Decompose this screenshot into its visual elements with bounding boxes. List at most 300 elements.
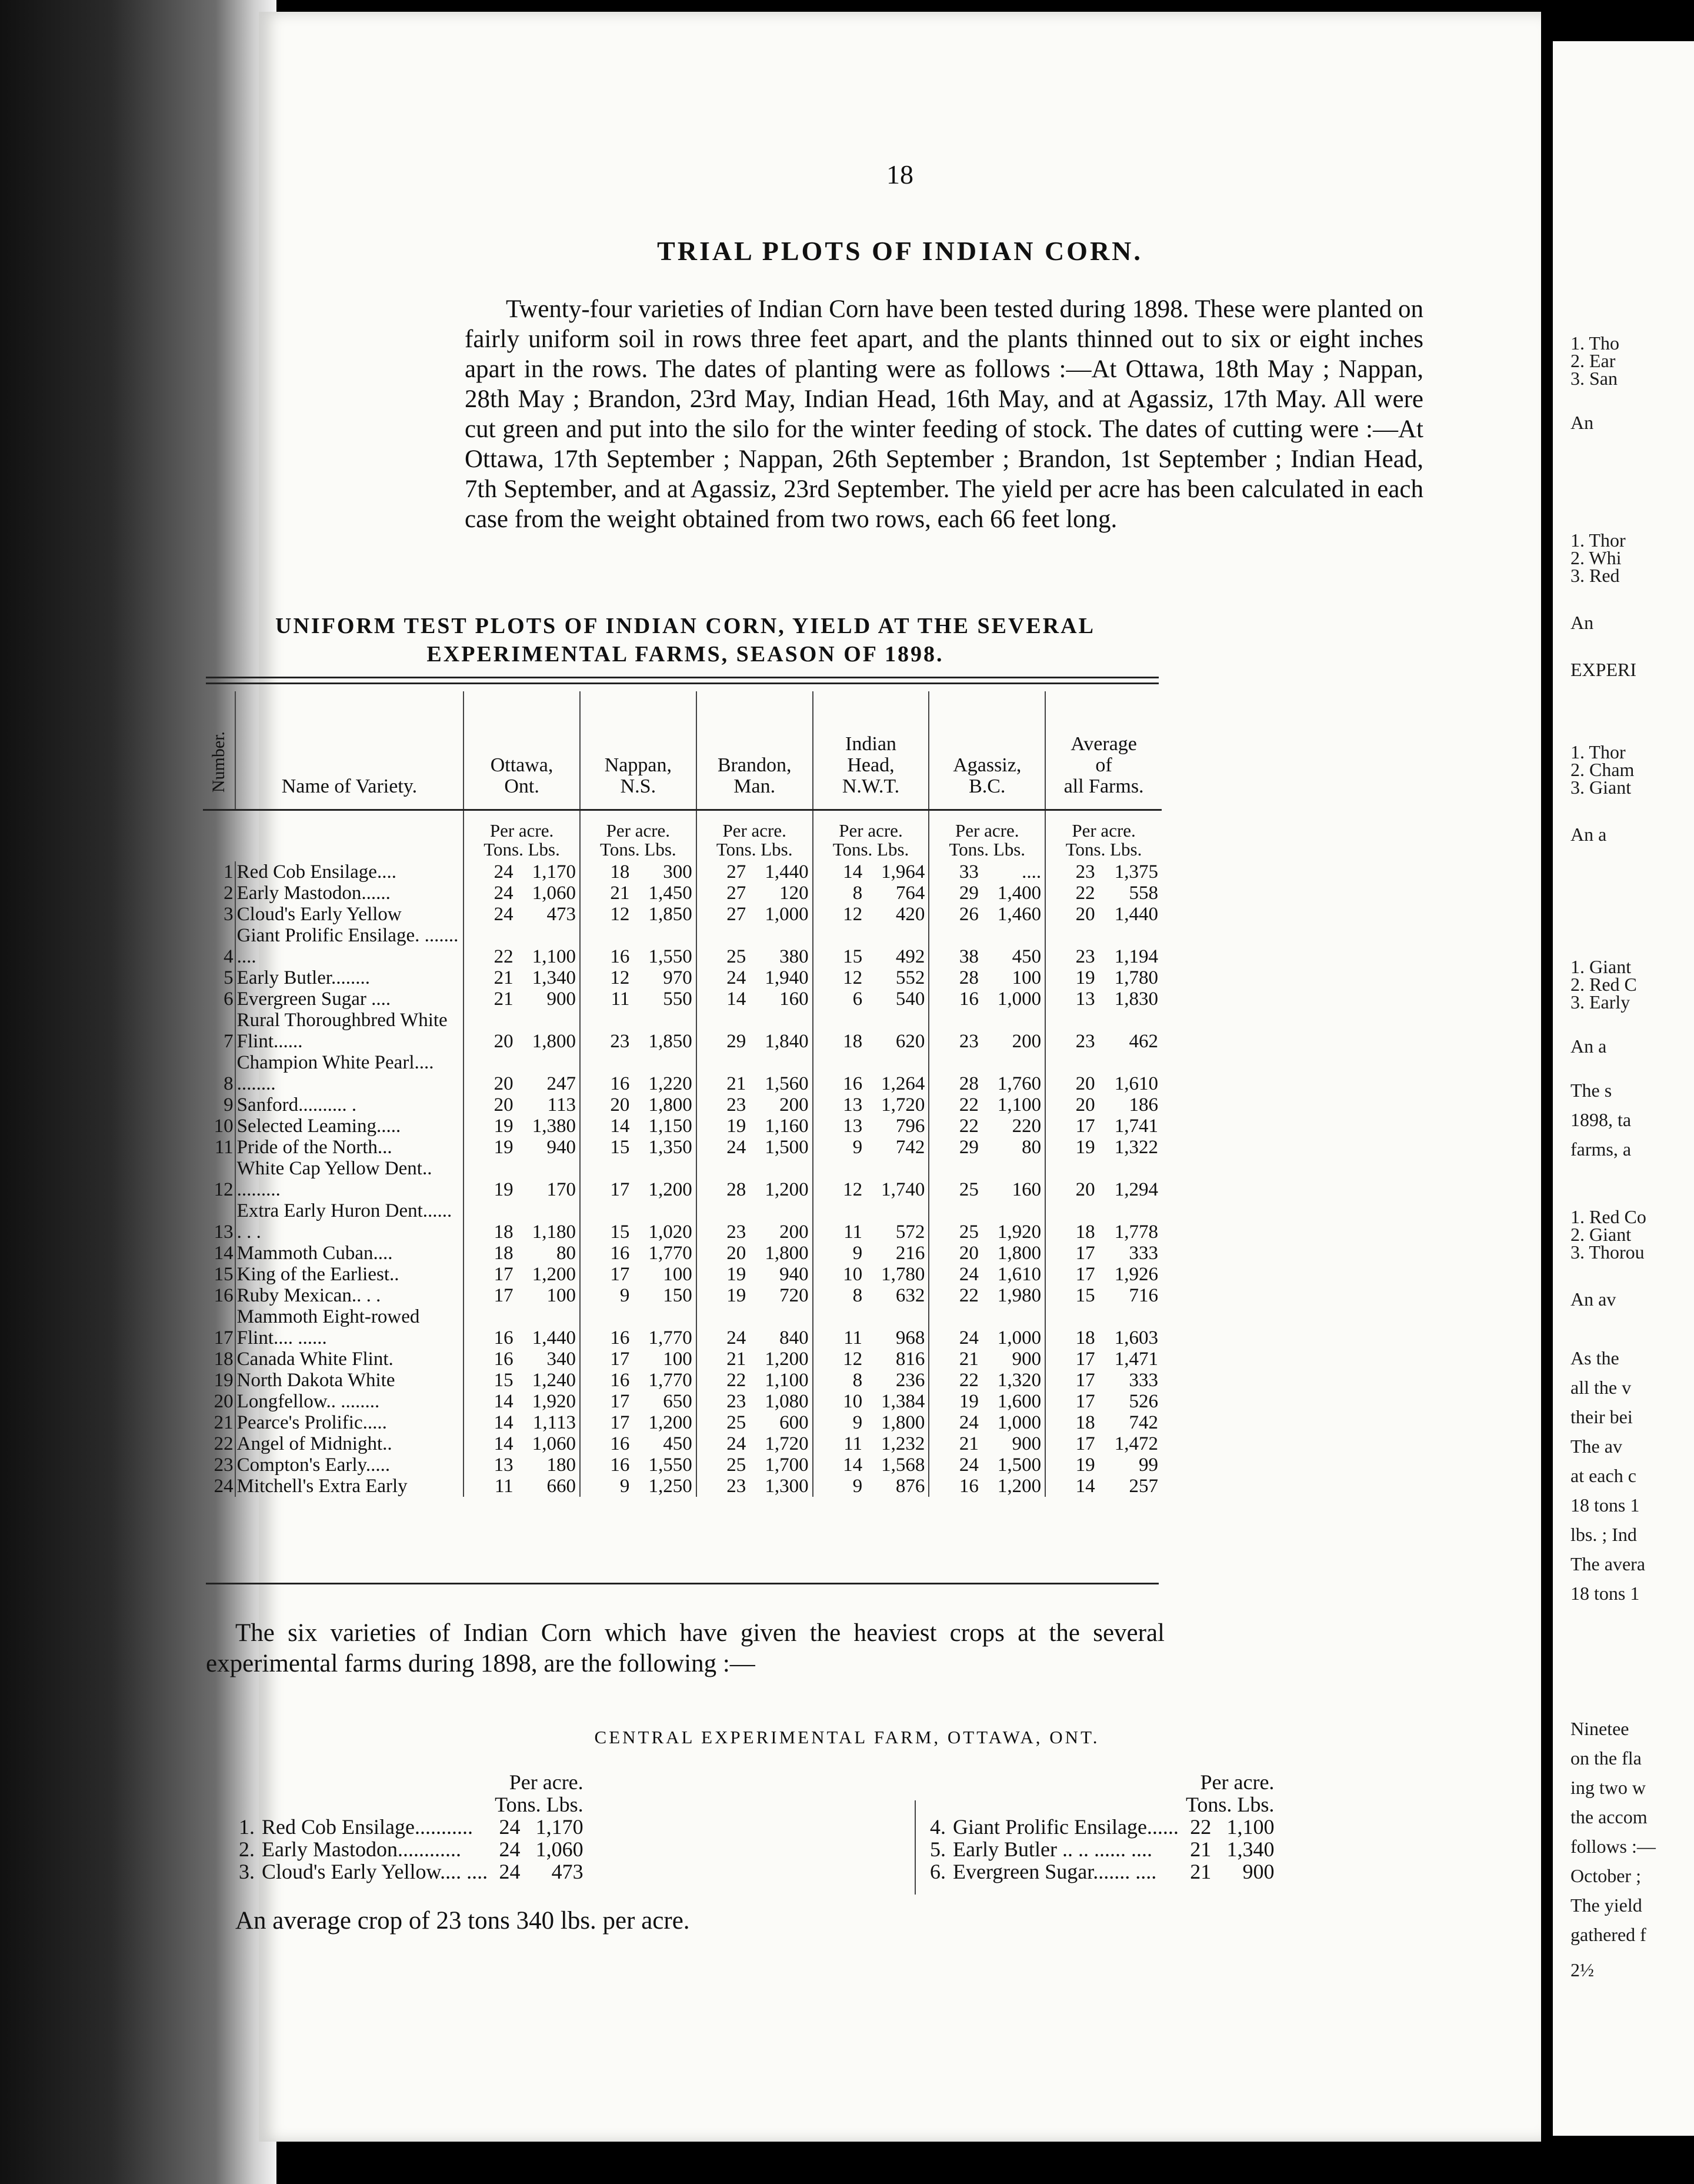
lbs-cell: 970 bbox=[663, 967, 692, 988]
tons-cell: 14 bbox=[463, 1391, 516, 1412]
table-row bbox=[203, 1285, 1162, 1306]
variety-name: Early Mastodon...... bbox=[235, 883, 464, 904]
lbs-cell: 632 bbox=[895, 1285, 925, 1306]
lbs-cell: 1,000 bbox=[997, 988, 1042, 1010]
lbs-cell: 450 bbox=[663, 1433, 692, 1454]
right-page-text: 1. Thor bbox=[1570, 530, 1626, 551]
row-number: 17 bbox=[214, 1327, 234, 1349]
list-item bbox=[235, 1838, 587, 1860]
lbs-cell: 1,450 bbox=[648, 883, 692, 904]
table-bottom-rule bbox=[206, 1583, 1159, 1584]
lbs-cell: 1,500 bbox=[997, 1454, 1042, 1476]
tons-cell: 23 bbox=[1045, 861, 1098, 883]
row-number: 7 bbox=[224, 1031, 234, 1052]
right-page-text: farms, a bbox=[1570, 1138, 1632, 1160]
tons-cell: 26 bbox=[929, 904, 982, 925]
tons-cell: 14 bbox=[463, 1433, 516, 1454]
list-n: 1. bbox=[239, 1815, 255, 1839]
variety-name: Selected Leaming..... bbox=[235, 1116, 464, 1137]
tons-cell: 23 bbox=[1045, 925, 1098, 967]
tons-cell: 19 bbox=[1045, 1454, 1098, 1476]
right-page-text: An a bbox=[1570, 824, 1607, 845]
lbs-cell: 1,760 bbox=[997, 1073, 1042, 1094]
tons-cell: 17 bbox=[1045, 1349, 1098, 1370]
tons-cell: 12 bbox=[813, 1349, 866, 1370]
tons-cell: 22 bbox=[929, 1285, 982, 1306]
row-number: 11 bbox=[214, 1137, 234, 1158]
unit-per-acre: Per acre. bbox=[722, 820, 786, 841]
table-row bbox=[203, 1412, 1162, 1433]
lbs-cell: 1,000 bbox=[997, 1327, 1042, 1349]
lbs-cell: 1,100 bbox=[997, 1094, 1042, 1116]
right-page-text: 3. Early bbox=[1570, 991, 1630, 1013]
name-header: Name of Variety. bbox=[235, 691, 464, 810]
right-page-text: The yield bbox=[1570, 1895, 1642, 1916]
tons-cell: 13 bbox=[1045, 988, 1098, 1010]
lbs-cell: 1,264 bbox=[881, 1073, 925, 1094]
unit-tons-lbs: Tons. Lbs. bbox=[1065, 839, 1142, 860]
tons-cell: 23 bbox=[696, 1094, 750, 1116]
tons-cell: 28 bbox=[929, 1052, 982, 1094]
tons-cell: 15 bbox=[463, 1370, 516, 1391]
list-header-units: Tons. Lbs. bbox=[1185, 1793, 1275, 1816]
list-n: 4. bbox=[930, 1815, 946, 1839]
lbs-cell: 1,194 bbox=[1114, 946, 1158, 967]
right-page-text: 1898, ta bbox=[1570, 1109, 1632, 1130]
variety-name: Sanford.......... . bbox=[235, 1094, 464, 1116]
tons-cell: 19 bbox=[463, 1158, 516, 1200]
tons-cell: 17 bbox=[463, 1264, 516, 1285]
lbs-cell: 816 bbox=[895, 1349, 925, 1370]
tons-cell: 19 bbox=[1045, 1137, 1098, 1158]
tons-cell: 13 bbox=[813, 1116, 866, 1137]
table-row bbox=[203, 1370, 1162, 1391]
right-page-text: 18 tons 1 bbox=[1570, 1583, 1640, 1604]
lbs-cell: 1,568 bbox=[881, 1454, 925, 1476]
tons-cell: 19 bbox=[1045, 967, 1098, 988]
row-number: 16 bbox=[214, 1285, 234, 1306]
tons-cell: 23 bbox=[580, 1010, 633, 1052]
lbs-cell: 1,200 bbox=[648, 1179, 692, 1200]
lbs-cell: 1,200 bbox=[997, 1476, 1042, 1497]
lbs-cell: 940 bbox=[779, 1264, 809, 1285]
tons-cell: 15 bbox=[1045, 1285, 1098, 1306]
tons-cell: 9 bbox=[813, 1412, 866, 1433]
lbs-cell: 558 bbox=[1129, 883, 1158, 904]
tons-cell: 25 bbox=[696, 1412, 750, 1433]
tons-cell: 16 bbox=[463, 1349, 516, 1370]
table-title-line1: UNIFORM TEST PLOTS OF INDIAN CORN, YIELD AT THE SEVERAL bbox=[275, 614, 1095, 638]
tons-cell: 17 bbox=[580, 1264, 633, 1285]
tons-cell: 21 bbox=[696, 1349, 750, 1370]
tons-cell: 27 bbox=[696, 904, 750, 925]
tons-cell: 24 bbox=[696, 1137, 750, 1158]
tons-cell: 16 bbox=[580, 1243, 633, 1264]
list-tons: 24 bbox=[499, 1837, 521, 1861]
lbs-cell: 1,740 bbox=[881, 1179, 925, 1200]
lbs-cell: 1,800 bbox=[997, 1243, 1042, 1264]
list-lbs: 1,340 bbox=[1226, 1837, 1275, 1861]
tons-cell: 22 bbox=[929, 1094, 982, 1116]
lbs-cell: 462 bbox=[1129, 1031, 1158, 1052]
tons-cell: 22 bbox=[696, 1370, 750, 1391]
unit-per-acre: Per acre. bbox=[839, 820, 903, 841]
tons-cell: 15 bbox=[580, 1137, 633, 1158]
tons-cell: 20 bbox=[1045, 1094, 1098, 1116]
lbs-cell: 620 bbox=[895, 1031, 925, 1052]
table-row bbox=[203, 1349, 1162, 1370]
lbs-cell: 1,770 bbox=[648, 1327, 692, 1349]
tons-cell: 27 bbox=[696, 861, 750, 883]
intro-paragraph: Twenty-four varieties of Indian Corn have been tested during 1898. These were planted on fairly uniform soil in rows three feet apart, and the plants thinned out to six or eight inches apart in the rows. The dates of planting were as follows :—At Ottawa, 18th May ; Nappan, 28th May ; Brandon, 23rd May, Indian Head, 16th May, and at Agassiz, 17th May. All were cut green and put into the silo for the winter feeding of stock. The dates of cutting were :—At Ottawa, 17th September ; Nappan, 26th September ; Brandon, 1st September ; Indian Head, 7th September, and at Agassiz, 23rd September. The yield per acre has been calculated in each case from the weight obtained from two rows, each 66 feet long. bbox=[465, 295, 1423, 533]
lbs-cell: 1,780 bbox=[881, 1264, 925, 1285]
tons-cell: 20 bbox=[1045, 1158, 1098, 1200]
lbs-cell: 1,220 bbox=[648, 1073, 692, 1094]
table-row bbox=[203, 904, 1162, 925]
lbs-cell: 900 bbox=[546, 988, 576, 1010]
row-number: 10 bbox=[214, 1116, 234, 1137]
lbs-cell: 1,550 bbox=[648, 946, 692, 967]
lbs-cell: 1,240 bbox=[532, 1370, 576, 1391]
lbs-cell: 1,964 bbox=[881, 861, 925, 883]
lbs-cell: 1,800 bbox=[648, 1094, 692, 1116]
right-page-text: at each c bbox=[1570, 1465, 1636, 1486]
tons-cell: 19 bbox=[463, 1116, 516, 1137]
lbs-cell: 1,400 bbox=[997, 883, 1042, 904]
tons-cell: 27 bbox=[696, 883, 750, 904]
tons-cell: 21 bbox=[580, 883, 633, 904]
lbs-cell: 1,926 bbox=[1114, 1264, 1158, 1285]
list-tons: 24 bbox=[499, 1860, 521, 1883]
lbs-cell: 1,550 bbox=[648, 1454, 692, 1476]
row-number: 24 bbox=[214, 1476, 234, 1497]
tons-cell: 9 bbox=[580, 1285, 633, 1306]
right-page-text: 3. Giant bbox=[1570, 777, 1632, 798]
lbs-cell: 1,180 bbox=[532, 1221, 576, 1243]
lbs-cell: 420 bbox=[895, 904, 925, 925]
tons-cell: 9 bbox=[813, 1476, 866, 1497]
row-number: 6 bbox=[224, 988, 234, 1010]
farm-header-ottawa: Ottawa, Ont. bbox=[463, 691, 580, 810]
lbs-cell: 1,250 bbox=[648, 1476, 692, 1497]
tons-cell: 17 bbox=[1045, 1243, 1098, 1264]
list-tons: 21 bbox=[1190, 1837, 1212, 1861]
tons-cell: 24 bbox=[696, 1433, 750, 1454]
list-n: 3. bbox=[239, 1860, 255, 1883]
list-lbs: 1,060 bbox=[535, 1837, 583, 1861]
lbs-cell: 840 bbox=[779, 1327, 809, 1349]
tons-cell: 17 bbox=[463, 1285, 516, 1306]
tons-cell: 17 bbox=[1045, 1116, 1098, 1137]
tons-cell: 12 bbox=[813, 904, 866, 925]
table-title-line2: EXPERIMENTAL FARMS, SEASON OF 1898. bbox=[426, 642, 944, 667]
tons-cell: 9 bbox=[813, 1137, 866, 1158]
variety-name: Compton's Early..... bbox=[235, 1454, 464, 1476]
tons-cell: 24 bbox=[929, 1412, 982, 1433]
lbs-cell: 257 bbox=[1129, 1476, 1158, 1497]
list-tons: 24 bbox=[499, 1815, 521, 1839]
lbs-cell: 900 bbox=[1012, 1433, 1042, 1454]
lbs-cell: 180 bbox=[546, 1454, 576, 1476]
list-n: 2. bbox=[239, 1837, 255, 1861]
lbs-cell: 1,778 bbox=[1114, 1221, 1158, 1243]
unit-cell bbox=[463, 810, 580, 862]
tons-cell: 18 bbox=[813, 1010, 866, 1052]
table-row bbox=[203, 883, 1162, 904]
variety-name: Pearce's Prolific..... bbox=[235, 1412, 464, 1433]
lbs-cell: 940 bbox=[546, 1137, 576, 1158]
right-page-text: 3. San bbox=[1570, 368, 1618, 389]
lbs-cell: 1,300 bbox=[765, 1476, 809, 1497]
list-header-units: Tons. Lbs. bbox=[495, 1793, 583, 1816]
row-number: 12 bbox=[214, 1179, 234, 1200]
lbs-cell: 1,080 bbox=[765, 1391, 809, 1412]
tons-cell: 20 bbox=[580, 1094, 633, 1116]
list-item bbox=[926, 1838, 1278, 1860]
right-page-text: lbs. ; Ind bbox=[1570, 1524, 1637, 1545]
table-row bbox=[203, 1200, 1162, 1243]
lbs-cell: 1,100 bbox=[532, 946, 576, 967]
tons-cell: 20 bbox=[929, 1243, 982, 1264]
lbs-cell: 340 bbox=[546, 1349, 576, 1370]
lbs-cell: 120 bbox=[779, 883, 809, 904]
farm-header-indian-head: Indian Head, N.W.T. bbox=[813, 691, 929, 810]
list-tons: 22 bbox=[1190, 1815, 1212, 1839]
tons-cell: 14 bbox=[813, 861, 866, 883]
lbs-cell: 300 bbox=[663, 861, 692, 883]
tons-cell: 16 bbox=[580, 1306, 633, 1349]
tons-cell: 11 bbox=[813, 1306, 866, 1349]
unit-cell bbox=[929, 810, 1045, 862]
section-heading: CENTRAL EXPERIMENTAL FARM, OTTAWA, ONT. bbox=[594, 1727, 1100, 1747]
tons-cell: 16 bbox=[580, 1454, 633, 1476]
variety-name: Mammoth Cuban.... bbox=[235, 1243, 464, 1264]
tons-cell: 10 bbox=[813, 1264, 866, 1285]
lbs-cell: 764 bbox=[895, 883, 925, 904]
right-page-text: 2. Cham bbox=[1570, 759, 1635, 780]
tons-cell: 20 bbox=[1045, 1052, 1098, 1094]
lbs-cell: 526 bbox=[1129, 1391, 1158, 1412]
row-number: 2 bbox=[224, 883, 234, 904]
tons-cell: 6 bbox=[813, 988, 866, 1010]
farm-header-agassiz: Agassiz, B.C. bbox=[929, 691, 1045, 810]
page-title: TRIAL PLOTS OF INDIAN CORN. bbox=[657, 236, 1143, 266]
tons-cell: 24 bbox=[696, 967, 750, 988]
table-row bbox=[203, 1391, 1162, 1412]
table-row bbox=[203, 967, 1162, 988]
variety-name: Ruby Mexican.. . . bbox=[235, 1285, 464, 1306]
right-page-text: 2. Red C bbox=[1570, 974, 1637, 995]
lbs-cell: 333 bbox=[1129, 1243, 1158, 1264]
tons-cell: 18 bbox=[1045, 1306, 1098, 1349]
lbs-cell: 1,600 bbox=[997, 1391, 1042, 1412]
tons-cell: 21 bbox=[696, 1052, 750, 1094]
tons-cell: 23 bbox=[696, 1476, 750, 1497]
lbs-cell: 473 bbox=[546, 904, 576, 925]
lbs-cell: 1,440 bbox=[765, 861, 809, 883]
lbs-cell: 1,000 bbox=[997, 1412, 1042, 1433]
tons-cell: 23 bbox=[696, 1200, 750, 1243]
lbs-cell: 1,940 bbox=[765, 967, 809, 988]
tons-cell: 21 bbox=[463, 988, 516, 1010]
tons-cell: 24 bbox=[463, 883, 516, 904]
lbs-cell: 1,610 bbox=[997, 1264, 1042, 1285]
unit-tons-lbs: Tons. Lbs. bbox=[600, 839, 676, 860]
row-number: 3 bbox=[224, 904, 234, 925]
row-number: 9 bbox=[224, 1094, 234, 1116]
tons-cell: 14 bbox=[1045, 1476, 1098, 1497]
tons-cell: 25 bbox=[696, 1454, 750, 1476]
lbs-cell: 572 bbox=[895, 1221, 925, 1243]
tons-cell: 24 bbox=[463, 861, 516, 883]
farm-header-nappan: Nappan, N.S. bbox=[580, 691, 696, 810]
lbs-cell: 1,741 bbox=[1114, 1116, 1158, 1137]
tons-cell: 25 bbox=[696, 925, 750, 967]
right-page-text: 18 tons 1 bbox=[1570, 1494, 1640, 1516]
lbs-cell: 160 bbox=[1012, 1179, 1042, 1200]
list-name: Giant Prolific Ensilage...... bbox=[953, 1815, 1179, 1839]
list-tons: 21 bbox=[1190, 1860, 1212, 1883]
lbs-cell: 492 bbox=[895, 946, 925, 967]
lbs-cell: 200 bbox=[1012, 1031, 1042, 1052]
right-page-text: An bbox=[1570, 612, 1594, 633]
number-header: Number. bbox=[203, 691, 235, 810]
lbs-cell: 380 bbox=[779, 946, 809, 967]
row-number: 23 bbox=[214, 1454, 234, 1476]
tons-cell: 14 bbox=[813, 1454, 866, 1476]
tons-cell: 21 bbox=[929, 1433, 982, 1454]
tons-cell: 17 bbox=[580, 1391, 633, 1412]
list-item bbox=[235, 1860, 587, 1883]
tons-cell: 17 bbox=[1045, 1264, 1098, 1285]
tons-cell: 25 bbox=[929, 1158, 982, 1200]
tons-cell: 16 bbox=[929, 988, 982, 1010]
tons-cell: 38 bbox=[929, 925, 982, 967]
list-n: 5. bbox=[930, 1837, 946, 1861]
lbs-cell: 200 bbox=[779, 1221, 809, 1243]
unit-tons-lbs: Tons. Lbs. bbox=[483, 839, 560, 860]
lbs-cell: 1,200 bbox=[765, 1349, 809, 1370]
list-name: Cloud's Early Yellow.... .... bbox=[262, 1860, 488, 1883]
unit-per-acre: Per acre. bbox=[489, 820, 554, 841]
right-page-text: Ninetee bbox=[1570, 1718, 1629, 1739]
tons-cell: 24 bbox=[696, 1306, 750, 1349]
tons-cell: 19 bbox=[696, 1285, 750, 1306]
table-row bbox=[203, 1264, 1162, 1285]
lbs-cell: 1,000 bbox=[765, 904, 809, 925]
tons-cell: 20 bbox=[1045, 904, 1098, 925]
unit-tons-lbs: Tons. Lbs. bbox=[716, 839, 793, 860]
tons-cell: 16 bbox=[580, 925, 633, 967]
units-row bbox=[203, 810, 1162, 862]
tons-cell: 22 bbox=[929, 1116, 982, 1137]
row-number: 18 bbox=[214, 1349, 234, 1370]
variety-name: Cloud's Early Yellow bbox=[235, 904, 464, 925]
tons-cell: 9 bbox=[580, 1476, 633, 1497]
unit-cell bbox=[696, 810, 813, 862]
tons-cell: 19 bbox=[696, 1264, 750, 1285]
tons-cell: 14 bbox=[463, 1412, 516, 1433]
lbs-cell: 1,720 bbox=[881, 1094, 925, 1116]
lbs-cell: 1,100 bbox=[765, 1370, 809, 1391]
tons-cell: 12 bbox=[580, 967, 633, 988]
tons-cell: 13 bbox=[813, 1094, 866, 1116]
tons-cell: 29 bbox=[929, 883, 982, 904]
lbs-cell: 100 bbox=[663, 1264, 692, 1285]
tons-cell: 23 bbox=[929, 1010, 982, 1052]
lbs-cell: 1,720 bbox=[765, 1433, 809, 1454]
lbs-cell: 1,850 bbox=[648, 904, 692, 925]
lbs-cell: 1,471 bbox=[1114, 1349, 1158, 1370]
tons-cell: 21 bbox=[929, 1349, 982, 1370]
lbs-cell: 160 bbox=[779, 988, 809, 1010]
lbs-cell: 1,700 bbox=[765, 1454, 809, 1476]
tons-cell: 22 bbox=[1045, 883, 1098, 904]
variety-name: Mammoth Eight-rowed Flint.... ...... bbox=[235, 1306, 464, 1349]
lbs-cell: 1,800 bbox=[765, 1243, 809, 1264]
lbs-cell: 1,113 bbox=[532, 1412, 576, 1433]
lbs-cell: 170 bbox=[546, 1179, 576, 1200]
tons-cell: 15 bbox=[813, 925, 866, 967]
lbs-cell: 1,840 bbox=[765, 1031, 809, 1052]
tons-cell: 20 bbox=[463, 1094, 516, 1116]
table-top-rule bbox=[206, 677, 1159, 678]
lbs-cell: 1,800 bbox=[532, 1031, 576, 1052]
lbs-cell: 1,232 bbox=[881, 1433, 925, 1454]
lbs-cell: .... bbox=[1022, 861, 1042, 883]
right-page-text: The avera bbox=[1570, 1553, 1646, 1574]
right-page-text: 3. Thorou bbox=[1570, 1241, 1645, 1263]
lbs-cell: 1,380 bbox=[532, 1116, 576, 1137]
right-page-text: 2. Ear bbox=[1570, 350, 1616, 371]
average-line: An average crop of 23 tons 340 lbs. per acre. bbox=[235, 1907, 690, 1935]
tons-cell: 16 bbox=[813, 1052, 866, 1094]
tons-cell: 18 bbox=[463, 1243, 516, 1264]
right-page-text: October ; bbox=[1570, 1865, 1641, 1886]
lbs-cell: 1,320 bbox=[997, 1370, 1042, 1391]
unit-per-acre: Per acre. bbox=[606, 820, 671, 841]
list-divider bbox=[915, 1800, 916, 1895]
list-lbs: 1,100 bbox=[1226, 1815, 1275, 1839]
tons-cell: 28 bbox=[929, 967, 982, 988]
lbs-cell: 99 bbox=[1139, 1454, 1158, 1476]
right-page-text: 1. Tho bbox=[1570, 332, 1619, 354]
lbs-cell: 100 bbox=[546, 1285, 576, 1306]
right-page-fragment bbox=[1553, 41, 1694, 2136]
tons-cell: 18 bbox=[1045, 1412, 1098, 1433]
table-row bbox=[203, 1476, 1162, 1497]
list-item bbox=[926, 1816, 1278, 1838]
list-name: Early Mastodon............ bbox=[262, 1837, 461, 1861]
right-page-text: 2. Whi bbox=[1570, 547, 1622, 568]
table-row bbox=[203, 1158, 1162, 1200]
lbs-cell: 650 bbox=[663, 1391, 692, 1412]
lbs-cell: 1,440 bbox=[532, 1327, 576, 1349]
tons-cell: 14 bbox=[580, 1116, 633, 1137]
unit-per-acre: Per acre. bbox=[1072, 820, 1136, 841]
lbs-cell: 100 bbox=[1012, 967, 1042, 988]
lbs-cell: 1,603 bbox=[1114, 1327, 1158, 1349]
lbs-cell: 1,350 bbox=[648, 1137, 692, 1158]
table-row bbox=[203, 1137, 1162, 1158]
tons-cell: 17 bbox=[1045, 1370, 1098, 1391]
lbs-cell: 1,060 bbox=[532, 883, 576, 904]
tons-cell: 12 bbox=[813, 1158, 866, 1200]
lbs-cell: 80 bbox=[1022, 1137, 1042, 1158]
lbs-cell: 1,460 bbox=[997, 904, 1042, 925]
list-lbs: 1,170 bbox=[535, 1815, 583, 1839]
tons-cell: 16 bbox=[580, 1052, 633, 1094]
